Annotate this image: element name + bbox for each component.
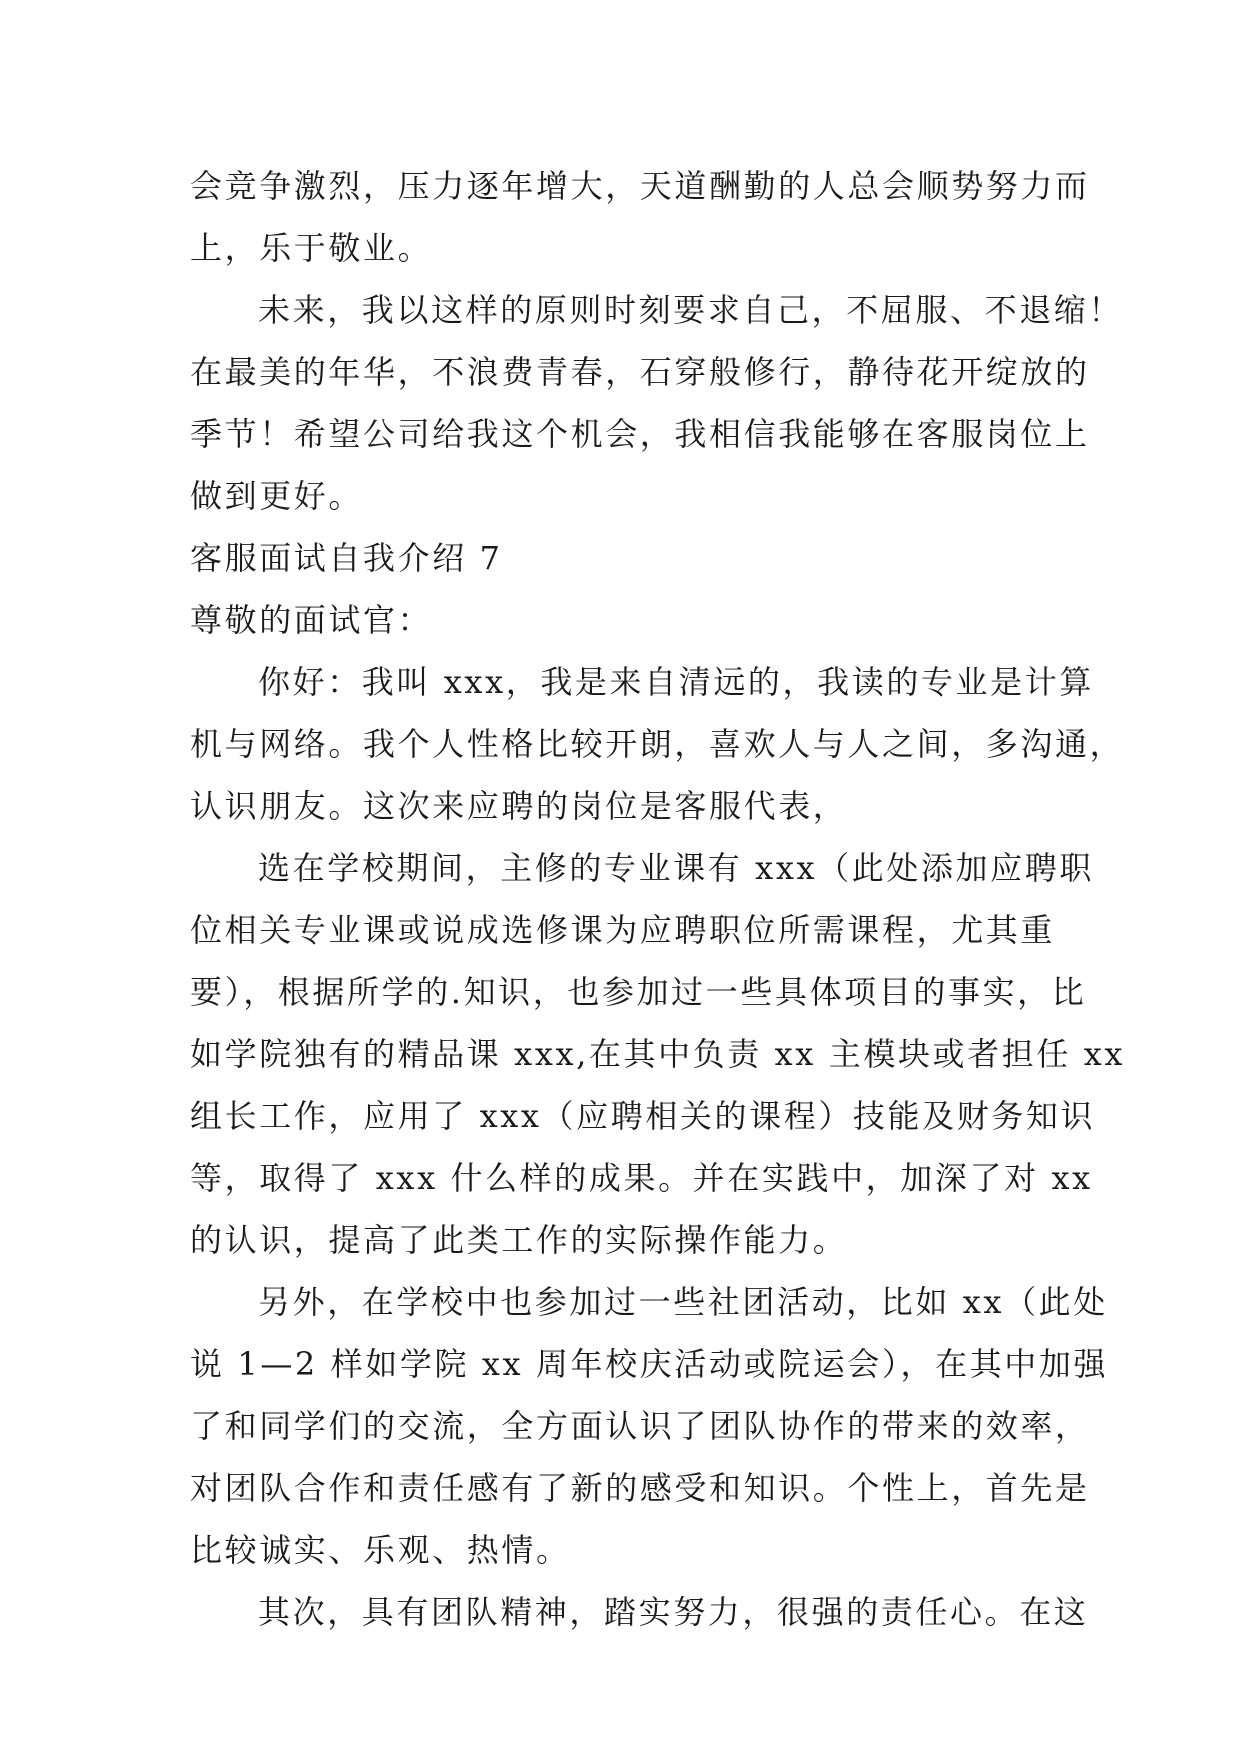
text-line: 认识朋友。这次来应聘的岗位是客服代表，	[190, 787, 848, 825]
text-line: 对团队合作和责任感有了新的感受和知识。个性上，首先是	[190, 1469, 1090, 1507]
text-line: 要），根据所学的.知识，也参加过一些具体项目的事实，比	[190, 973, 1087, 1011]
text-line: 如学院独有的精品课 xxx,在其中负责 xx 主模块或者担任 xx	[190, 1035, 1125, 1073]
text-line: 做到更好。	[190, 477, 364, 515]
text-line: 季节！希望公司给我这个机会，我相信我能够在客服岗位上	[190, 415, 1090, 453]
text-line: 组长工作，应用了 xxx（应聘相关的课程）技能及财务知识	[190, 1097, 1096, 1135]
text-line: 未来，我以这样的原则时刻要求自己，不屈服、不退缩！	[258, 291, 1124, 329]
text-line: 你好：我叫 xxx，我是来自清远的，我读的专业是计算	[258, 663, 1094, 701]
document-body	[190, 155, 1125, 1643]
text-line: 位相关专业课或说成选修课为应聘职位所需课程，尤其重	[190, 911, 1056, 949]
text-line: 上，乐于敬业。	[190, 229, 433, 267]
text-line: 的认识，提高了此类工作的实际操作能力。	[190, 1221, 848, 1259]
text-line: 其次，具有团队精神，踏实努力，很强的责任心。在这	[258, 1593, 1089, 1631]
text-line: 选在学校期间，主修的专业课有 xxx（此处添加应聘职	[258, 849, 1094, 887]
text-line: 比较诚实、乐观、热情。	[190, 1531, 571, 1569]
salutation: 尊敬的面试官：	[190, 601, 433, 639]
text-line: 机与网络。我个人性格比较开朗，喜欢人与人之间，多沟通，	[190, 725, 1125, 763]
text-line: 了和同学们的交流，全方面认识了团队协作的带来的效率，	[190, 1407, 1090, 1445]
text-line: 说 1—2 样如学院 xx 周年校庆活动或院运会），在其中加强	[190, 1345, 1109, 1383]
section-heading: 客服面试自我介绍 7	[190, 539, 503, 577]
text-line: 在最美的年华，不浪费青春，石穿般修行，静待花开绽放的	[190, 353, 1090, 391]
text-line: 会竞争激烈，压力逐年增大，天道酬勤的人总会顺势努力而	[190, 167, 1090, 205]
text-line: 等，取得了 xxx 什么样的成果。并在实践中，加深了对 xx	[190, 1159, 1093, 1197]
text-line: 另外，在学校中也参加过一些社团活动，比如 xx（此处	[258, 1283, 1108, 1321]
